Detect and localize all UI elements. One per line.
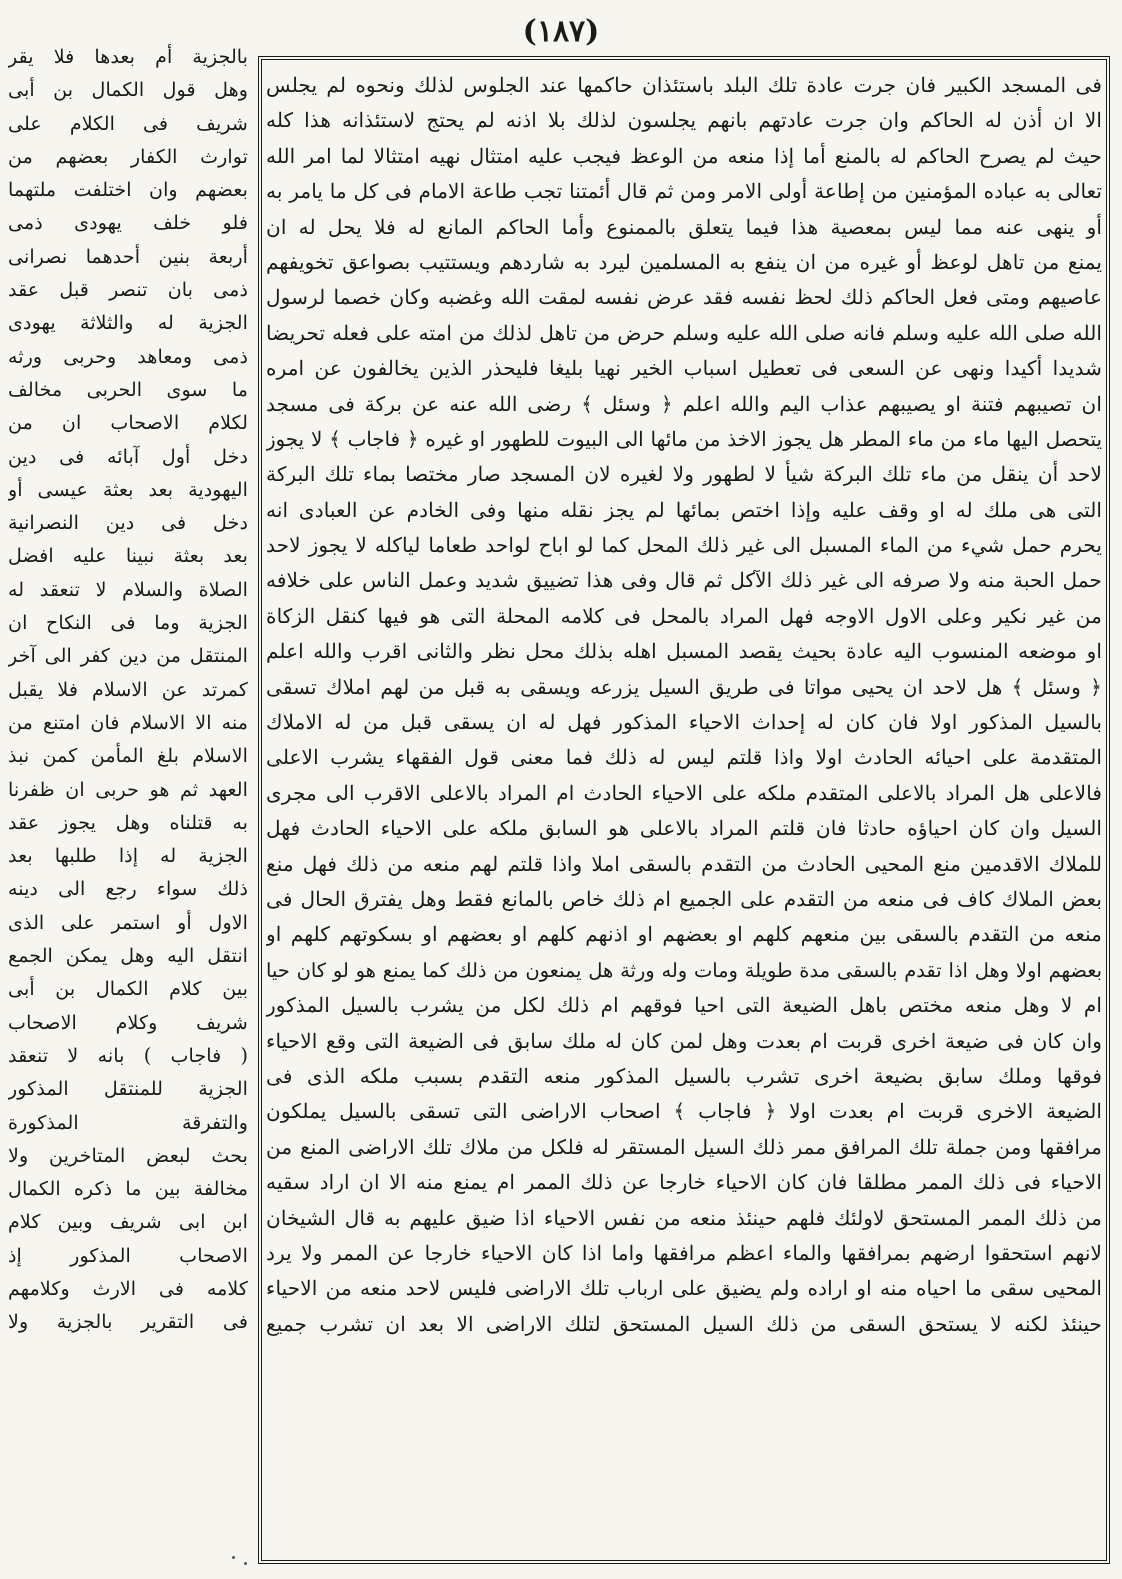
marginal-text-line: ذمى بان تنصر قبل عقد (8, 278, 248, 302)
marginal-text-line: كلامه فى الارث وكلامهم (8, 1276, 248, 1300)
main-text-line: ان تصيبهم فتنة او يصيبهم عذاب اليم والله اعلم ﴿ وسئل ﴾ رضى الله عنه عن بركة فى مسجد (266, 391, 1102, 416)
marginal-text-line: الجزية له والثلاثة يهودى (8, 311, 248, 335)
main-text-line: يمنع من تاهل لوعظ أو غيره من ان ينفع به المسلمين ليرد به شاردهم ويستتيب بصواعق تخويفهم (266, 249, 1102, 274)
scan-speck (244, 1562, 247, 1565)
marginal-text-line: العهد ثم هو حربى ان ظفرنا (8, 777, 248, 801)
main-text-line: من غير نكير وعلى الاول الاوجه فهل المراد بالمحل فى كلامه المحلة التى هو فيها كنقل الزكاة (266, 603, 1102, 628)
marginal-text-line: شريف فى الكلام على (8, 111, 248, 135)
main-text-line: حيث لم يصرح الحاكم له بالمنع أما إذا منعه من الوعظ فيجب عليه امتثال نهيه امتثالا لما امر الله (266, 143, 1102, 168)
marginal-text-line: بعد بعثة نبينا عليه افضل (8, 544, 248, 568)
marginal-text-line: مخالفة بين ما ذكره الكمال (8, 1177, 248, 1201)
marginal-text-line: ابن ابى شريف وبين كلام (8, 1210, 248, 1234)
main-text-line: تعالى به عباده المؤمنين من إطاعة أولى الامر ومن ثم قال أئمتنا تجب طاعة الامام فى كل ما يامر به (266, 179, 1102, 204)
scan-speck (232, 1556, 235, 1559)
marginal-text-line: وهل قول الكمال بن أبى (8, 78, 248, 102)
marginal-text-line: الاول أو استمر على الذى (8, 910, 248, 934)
main-text-line: المحيى سقى ما احياه منه او اراده ولم يضيق على ارباب تلك الاراضى فليس لاحد منعه من الاحياء (266, 1276, 1102, 1301)
marginal-text-line: فى التقرير بالجزية ولا (8, 1310, 248, 1334)
main-text-line: أو ينهى عنه مما ليس بمعصية هذا فيما يتعلق بالممنوع وأما الحاكم المانع له فلا يحل له ان (266, 214, 1102, 239)
main-text-line: فى المسجد الكبير فان جرت عادة تلك البلد باستئذان حاكمها عند الجلوس لذلك ونحوه لم يجلس (266, 73, 1102, 97)
main-text-line: بعضهم اولا وهل اذا تقدم بالسقى مدة طويلة ومات وله ورثة هل يمنعون من ذلك كما يمنع هو لو كان حيا (266, 958, 1102, 982)
marginal-text-line: شريف وكلام الاصحاب (8, 1010, 248, 1034)
main-text-line: حينئذ لكنه لا يستحق السقى من ذلك السيل المستحق لتلك الاراضى الا بعد ان تشرب جميع (266, 1311, 1102, 1336)
main-text-line: لانهم استحقوا ارضهم بمرافقها والماء اعظم مرافقها واما اذا كان الاحياء خارجا عن الممر ولا يرد (266, 1240, 1102, 1265)
main-text-line: او موضعه المنسوب اليه عادة بحيث يقصد المسبل اهله بذلك محل نظر والثانى اقرب والله اعلم (266, 639, 1102, 664)
marginal-text-line: لكلام الاصحاب ان من (8, 411, 248, 435)
marginal-text-line: الصلاة والسلام لا تنعقد له (8, 577, 248, 601)
main-text-line: فوقها وملك سابق بضيعة اخرى تشرب بالسيل المذكور منعه التقدم بسبب ملكه الذى فى (266, 1063, 1102, 1088)
main-text-line: يتحصل اليها ماء من ماء المطر هل يجوز الاخذ من مائها الى البيوت للطهور او غيره ﴿ فاجاب ﴾ لا يجوز (266, 427, 1102, 451)
main-text-line: حمل الحبة منه ولا صرفه الى غير ذلك الآكل ثم قال وفى هذا تضييق شديد وعمل الناس على خلافه (266, 568, 1102, 593)
marginal-text-line: بين كلام الكمال بن أبى (8, 977, 248, 1001)
main-text-line: ام لا وهل منعه مختص باهل الضيعة التى احيا فوقهم ام ذلك لكل من يشرب بالسيل المذكور (266, 993, 1102, 1018)
marginal-text-line: به قتلناه وهل يجوز عقد (8, 810, 248, 834)
marginal-text-line: بحث لبعض المتاخرين ولا (8, 1143, 248, 1167)
marginal-text-line: اليهودية بعد بعثة عيسى أو (8, 477, 248, 501)
page-number: (١٨٧) (522, 14, 600, 49)
marginal-text-line: أربعة بنين أحدهما نصرانى (8, 244, 248, 268)
marginal-text-line: الاصحاب المذكور إذ (8, 1243, 248, 1267)
main-text-line: لاحد أن ينقل من ماء تلك البركة شيأ لا لطهور ولا لغيره لان المسجد صار مختصا بماء تلك البركة (266, 462, 1102, 487)
marginal-text-line: توارث الكفار بعضهم من (8, 144, 248, 168)
main-text-line: وان كان فى ضيعة اخرى قربت ام بعدت وهل لمن كان له ملك سابق فى الضيعة التى وقع الاحياء (266, 1028, 1102, 1053)
marginal-text-column (8, 40, 248, 1560)
main-text-line: شديدا أكيدا ونهى عن السعى فى تعطيل اسباب الخير نهيا بليغا فليحذر الذين يخالفون عن امره (266, 356, 1102, 381)
main-text-line: للملاك الاقدمين منع المحيى الحادث من التقدم بالسقى املا واذا قلتم لهم منعه من ذلك فهل منع (266, 851, 1102, 876)
marginal-text-line: ذلك سواء رجع الى دينه (8, 877, 248, 901)
main-text-line: ﴿ وسئل ﴾ هل لاحد ان يحيى مواتا فى طريق السيل يزرعه ويسقى به قبل من لهم املاك تسقى (266, 674, 1102, 699)
marginal-text-line: كمرتد عن الاسلام فلا يقبل (8, 677, 248, 701)
main-text-line: الا ان أذن له الحاكم وان جرت عادتهم بانهم يجلسون لذلك بلا اذنه لم يحتج لاستئذانه هذا كله (266, 108, 1102, 133)
marginal-text-line: الاسلام بلغ المأمن كمن نبذ (8, 744, 248, 768)
marginal-text-line: بعضهم وان اختلفت ملتهما (8, 178, 248, 202)
main-text-line: مرافقها ومن جملة تلك المرافق ممر ذلك السيل المستقر له فلكل من ملاك تلك الاراضى المنع من (266, 1134, 1102, 1159)
marginal-text-line: بالجزية أم بعدها فلا يقر (8, 45, 248, 68)
main-text-line: الضيعة الاخرى قربت ام بعدت اولا ﴿ فاجاب ﴾ اصحاب الاراضى التى تسقى بالسيل يملكون (266, 1099, 1102, 1124)
marginal-text-line: منه الا الاسلام فان امتنع من (8, 710, 248, 734)
marginal-text-line: المنتقل من دين كفر الى آخر (8, 644, 248, 668)
marginal-text-line: انتقل اليه وهل يمكن الجمع (8, 944, 248, 968)
main-text-line: عاصيهم ومتى فعل الحاكم ذلك لحظ نفسه فقد عرض نفسه لمقت الله وغضبه وكان خصما لرسول (266, 285, 1102, 310)
marginal-text-line: الجزية وما فى النكاح ان (8, 611, 248, 635)
marginal-text-line: دخل فى دين النصرانية (8, 511, 248, 535)
main-text-line: بالسيل المذكور اولا فان كان له إحداث الاحياء المذكور فهل له ان يسقى قبل من له الاملاك (266, 710, 1102, 735)
main-text-line: الله صلى الله عليه وسلم فانه صلى الله عليه وسلم حرض من تاهل لذلك من امته على فعله تحريضا (266, 320, 1102, 345)
marginal-text-line: ذمى ومعاهد وحربى ورثه (8, 344, 248, 368)
main-text-line: السيل وان كان احياؤه حادثا فان قلتم المراد بالاعلى هو السابق ملكه على الاحياء الحادث فهل (266, 816, 1102, 841)
main-text-line: التى هى ملك له او وقف عليه وإذا اختص بمائها لم يجز نقله منها وفى الخادم عن العبادى انه (266, 497, 1102, 522)
main-text-line: من ذلك الممر المستحق لاولئك فلهم حينئذ منعه من نفس الاحياء اذا ضيق عليهم به قال الشيخان (266, 1205, 1102, 1230)
marginal-text-line: الجزية له إذا طلبها بعد (8, 844, 248, 868)
main-text-line: بعض الملاك كاف فى منعه من التقدم على الجميع ام ذلك خاص بالمانع فقط وهل يفترق الحال فى (266, 886, 1102, 911)
main-text-line: الاحياء فى ذلك الممر مطلقا فان كان الاحياء خارجا عن ذلك الممر ام يمنع منه الا ان اراد سقيه (266, 1170, 1102, 1195)
marginal-text-line: فلو خلف يهودى ذمى (8, 211, 248, 235)
marginal-text-line: دخل أول آبائه فى دين (8, 444, 248, 468)
main-text-line: يحرم حمل شيء من الماء المسبل الى غير ذلك المحل كما لو اباح لواحد طعاما لياكله لا يجوز لاحد (266, 533, 1102, 558)
main-text-block (266, 68, 1102, 1556)
marginal-text-line: ما سوى الحربى مخالف (8, 377, 248, 401)
main-text-line: فالاعلى هل المراد بالاعلى المتقدم ملكه على الاحياء الحادث ام المراد بالاعلى الاقرب الى مجرى (266, 780, 1102, 805)
marginal-text-line: الجزية للمنتقل المذكور (8, 1077, 248, 1101)
main-text-line: المتقدمة على احيائه الحادث اولا واذا قلتم ليس له ذلك فما معنى قول الفقهاء يشرب الاعلى (266, 745, 1102, 770)
marginal-text-line: ( فاجاب ) بانه لا تنعقد (8, 1043, 248, 1067)
main-text-line: منعه من التقدم بالسقى بين منعهم كلهم او بعضهم او اذنهم كلهم او بعضهم او بسكوتهم كلهم او (266, 922, 1102, 947)
marginal-text-line: والتفرقة المذكورة (8, 1110, 248, 1134)
